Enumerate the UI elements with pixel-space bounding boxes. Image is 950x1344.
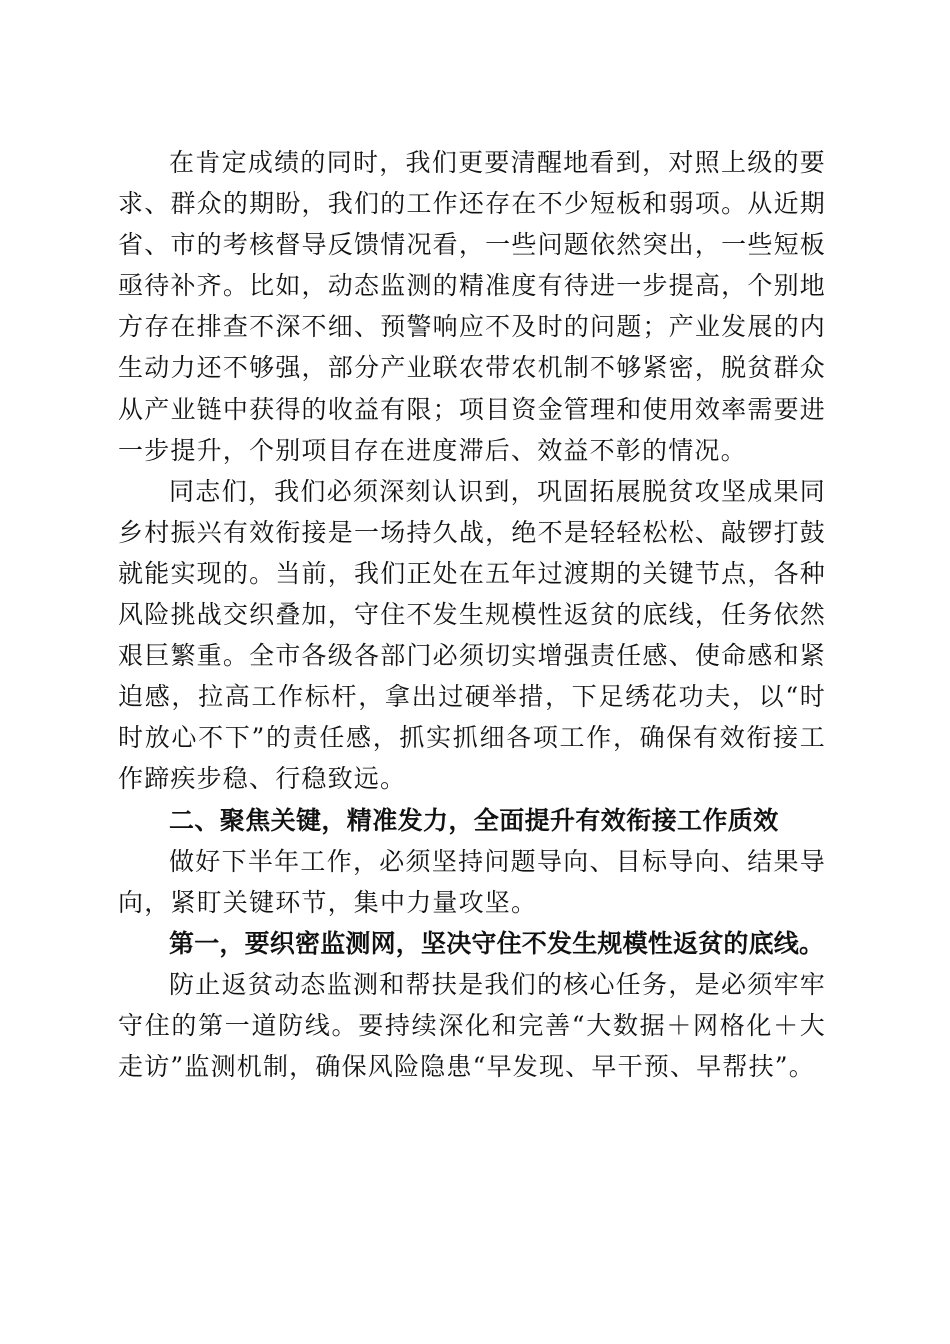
body-paragraph-awareness: 同志们，我们必须深刻认识到，巩固拓展脱贫攻坚成果同乡村振兴有效衔接是一场持久战，绝不是轻轻松松、敲锣打鼓就能实现的。当前，我们正处在五年过渡期的关键节点，各种风险挑战交织叠加，守住不发生规模性返贫的底线，任务依然艰巨繁重。全市各级各部门必须切实增强责任感、使命感和紧迫感，拉高工作标杆，拿出过硬举措，下足绣花功夫，以“时时放心不下”的责任感，抓实抓细各项工作，确保有效衔接工作蹄疾步稳、行稳致远。 xyxy=(118,476,826,794)
document-body xyxy=(118,142,826,1087)
section-intro-paragraph: 做好下半年工作，必须坚持问题导向、目标导向、结果导向，紧盯关键环节，集中力量攻坚。 xyxy=(118,846,826,917)
subsection-first-paragraph: 防止返贫动态监测和帮扶是我们的核心任务，是必须牢牢守住的第一道防线。要持续深化和完善“大数据＋网格化＋大走访”监测机制，确保风险隐患“早发现、早干预、早帮扶”。 xyxy=(118,969,826,1082)
section-heading: 二、聚焦关键，精准发力，全面提升有效衔接工作质效 xyxy=(169,805,779,835)
subsection-heading-first: 第一，要织密监测网，坚决守住不发生规模性返贫的底线。 xyxy=(169,928,825,958)
body-paragraph-shortcomings: 在肯定成绩的同时，我们更要清醒地看到，对照上级的要求、群众的期盼，我们的工作还存在不少短板和弱项。从近期省、市的考核督导反馈情况看，一些问题依然突出，一些短板亟待补齐。比如，动态监测的精准度有待进一步提高，个别地方存在排查不深不细、预警响应不及时的问题；产业发展的内生动力还不够强，部分产业联农带农机制不够紧密，脱贫群众从产业链中获得的收益有限；项目资金管理和使用效率需要进一步提升，个别项目存在进度滞后、效益不彰的情况。 xyxy=(118,148,826,465)
